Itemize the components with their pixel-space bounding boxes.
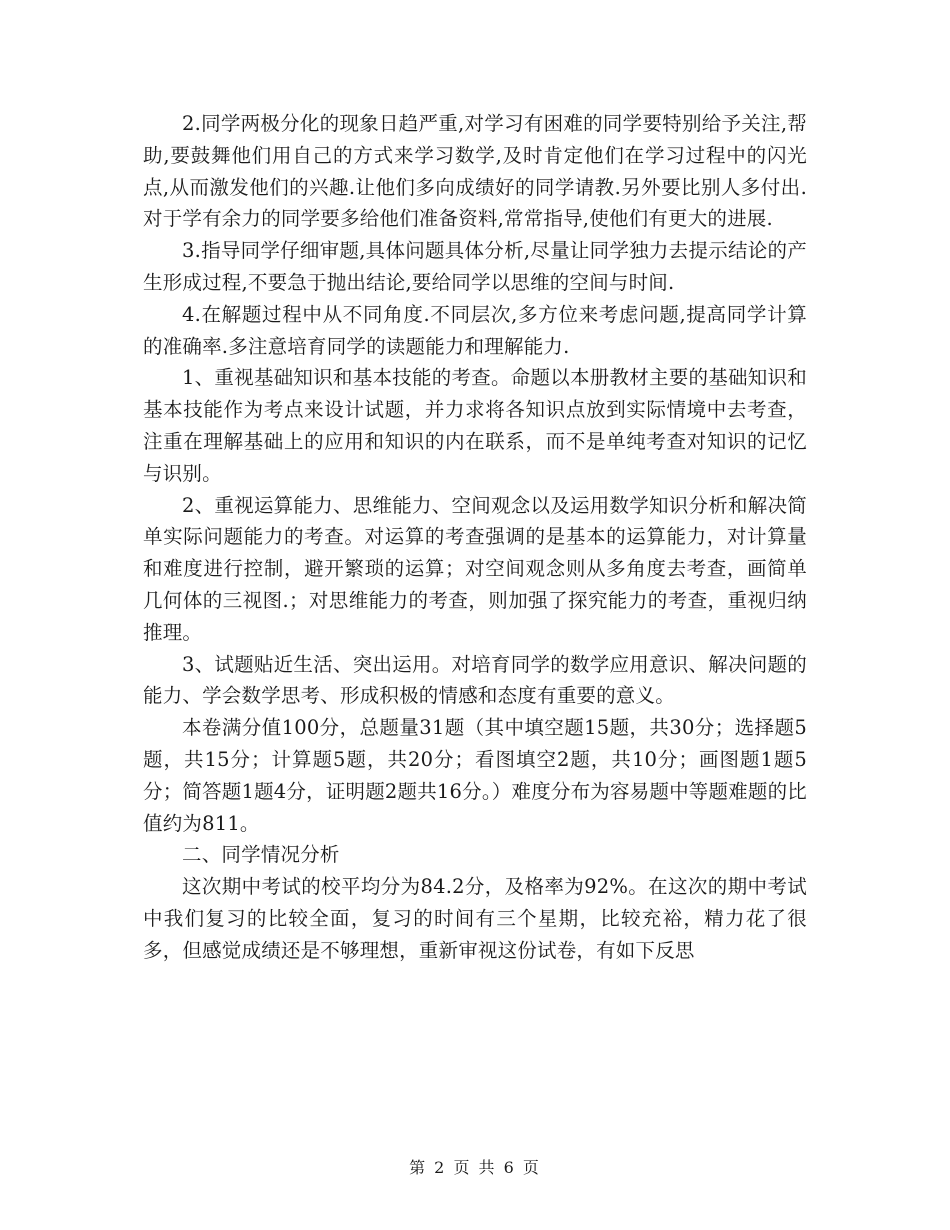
paragraph: 3.指导同学仔细审题,具体问题具体分析,尽量让同学独力去提示结论的产生形成过程,不要急于抛出结论,要给同学以思维的空间与时间. — [143, 239, 807, 294]
section-heading: 二、同学情况分析 — [182, 843, 340, 867]
paragraph: 4.在解题过程中从不同角度.不同层次,多方位来考虑问题,提高同学计算的准确率.多注意培育同学的读题能力和理解能力. — [143, 302, 807, 358]
paragraph: 这次期中考试的校平均分为84.2分，及格率为92%。在这次的期中考试中我们复习的比较全面，复习的时间有三个星期，比较充裕，精力花了很多，但感觉成绩还是不够理想，重新审视这份试卷，有如下反思 — [143, 875, 807, 962]
paragraph: 2、重视运算能力、思维能力、空间观念以及运用数学知识分析和解决简单实际问题能力的考查。对运算的考查强调的是基本的运算能力，对计算量和难度进行控制，避开繁琐的运算；对空间观念则从多角度去考查，画简单几何体的三视图.；对思维能力的考查，则加强了探究能力的考查，重视归纳推理。 — [143, 493, 807, 644]
paragraph: 本卷满分值100分，总题量31题（其中填空题15题，共30分；选择题5题，共15分；计算题5题，共20分；看图填空2题，共10分；画图题1题5分；简答题1题4分，证明题2题共16分。）难度分布为容易题中等题难题的比值约为811。 — [143, 716, 807, 835]
page-footer: 第 2 页 共 6 页 — [409, 1158, 541, 1177]
paragraph: 3、试题贴近生活、突出运用。对培育同学的数学应用意识、解决问题的能力、学会数学思考、形成积极的情感和态度有重要的意义。 — [143, 652, 807, 708]
document-body — [143, 108, 807, 967]
paragraph: 1、重视基础知识和基本技能的考查。命题以本册教材主要的基础知识和基本技能作为考点来设计试题，并力求将各知识点放到实际情境中去考查，注重在理解基础上的应用和知识的内在联系，而不是单纯考查对知识的记忆与识别。 — [143, 366, 807, 485]
paragraph: 2.同学两极分化的现象日趋严重,对学习有困难的同学要特别给予关注,帮助,要鼓舞他们用自己的方式来学习数学,及时肯定他们在学习过程中的闪光点,从而激发他们的兴趣.让他们多向成绩好的同学请教.另外要比别人多付出.对于学有余力的同学要多给他们准备资料,常常指导,使他们有更大的进展. — [143, 112, 807, 231]
